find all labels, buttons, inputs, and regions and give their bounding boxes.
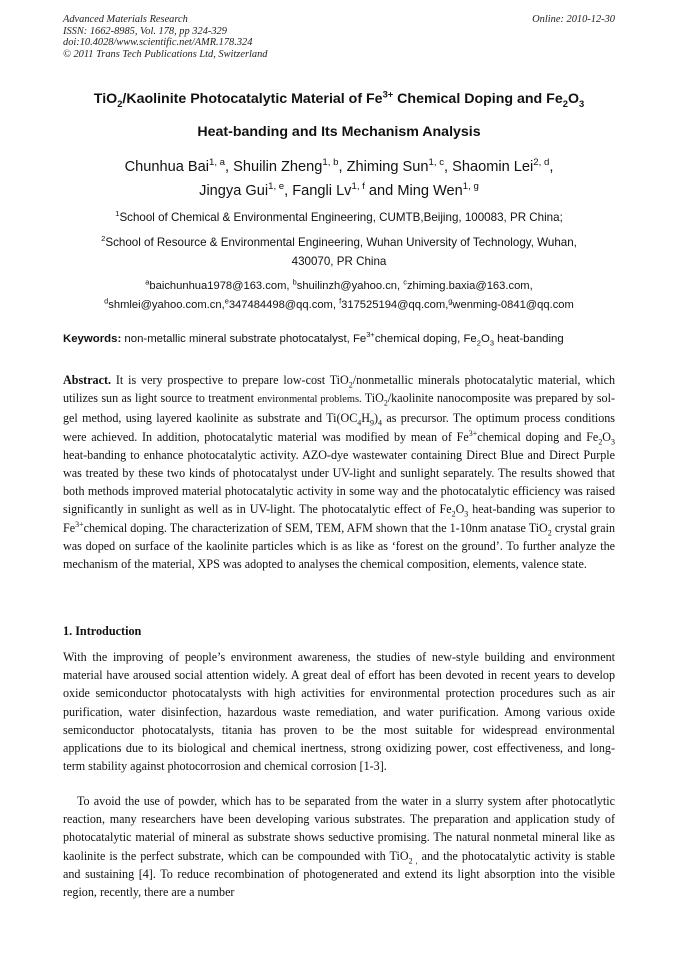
abstract-subscript: 2 xyxy=(348,380,353,390)
email-link[interactable]: baichunhua1978@163.com xyxy=(149,280,287,292)
author-separator: , xyxy=(225,159,234,175)
abstract-text: ) xyxy=(373,411,379,426)
abstract-text: heat-banding was superior to Fe xyxy=(63,502,615,535)
abstract-text: TiO xyxy=(361,391,384,406)
author-affiliation-mark: 1, e xyxy=(268,181,285,193)
title-text: O xyxy=(567,91,579,107)
email-mark: a xyxy=(145,277,150,287)
keywords-text: chemical doping, Fe xyxy=(374,333,477,345)
author-affiliation-mark: 2, d xyxy=(533,157,550,169)
paragraph-subscript: 2 , xyxy=(408,856,418,866)
section-heading-introduction: 1. Introduction xyxy=(63,624,142,638)
abstract-subscript: 4 xyxy=(378,418,382,428)
author-separator: , xyxy=(444,159,453,175)
abstract-subscript: 2 xyxy=(547,528,552,538)
keywords-text: non-metallic mineral substrate photocatalyst, Fe xyxy=(121,333,367,345)
email-mark: g xyxy=(448,296,453,306)
author-affiliation-mark: 1, a xyxy=(208,157,226,169)
keywords-line xyxy=(63,330,623,348)
online-date: Online: 2010-12-30 xyxy=(532,14,615,25)
abstract-text: chemical doping and Fe xyxy=(477,429,599,444)
email-mark: e xyxy=(224,296,229,306)
email-list xyxy=(63,277,615,315)
title-text: Chemical Doping and Fe xyxy=(393,91,563,107)
affiliation-1 xyxy=(63,208,615,227)
author-name: Zhiming Sun xyxy=(346,159,429,175)
author-affiliation-mark: 1, c xyxy=(428,157,445,169)
email-mark: c xyxy=(403,277,407,287)
keywords-subscript: 2 xyxy=(476,338,481,348)
author-name: Fangli Lv xyxy=(292,183,352,199)
abstract-subscript: 4 xyxy=(357,418,362,428)
email-separator: , xyxy=(529,280,533,292)
abstract-subscript: 3 xyxy=(611,437,616,447)
abstract-text: environmental problems. xyxy=(257,394,362,406)
affiliation-number: 1 xyxy=(115,209,120,219)
abstract-label: Abstract. xyxy=(63,373,112,387)
email-link[interactable]: shuilinzh@yahoo.cn xyxy=(296,280,398,292)
abstract-superscript: 3+ xyxy=(75,519,84,529)
title-subscript: 2 xyxy=(562,98,568,109)
intro-paragraph-2 xyxy=(63,792,615,901)
author-name: Shuilin Zheng xyxy=(233,159,323,175)
email-mark: d xyxy=(104,296,109,306)
title-superscript: 3+ xyxy=(382,89,394,100)
abstract-subscript: 3 xyxy=(464,509,469,519)
affiliation-text: School of Resource & Environmental Engineering, Wuhan University of Technology, Wuhan, xyxy=(105,236,577,249)
abstract xyxy=(63,371,615,573)
email-separator: , xyxy=(397,280,404,292)
email-link[interactable]: wenming-0841@qq.com xyxy=(452,299,574,311)
doi-line[interactable]: doi:10.4028/www.scientific.net/AMR.178.324 xyxy=(63,37,253,49)
abstract-text: O xyxy=(455,502,465,517)
abstract-text: /kaolinite nanocomposite was prepared by sol-gel method, using layered kaolinite as substrate and Ti(OC xyxy=(63,391,615,426)
issn-line: ISSN: 1662-8985, Vol. 178, pp 324-329 xyxy=(63,25,227,37)
paper-title-line-2: Heat-banding and Its Mechanism Analysis xyxy=(197,124,481,140)
email-link[interactable]: shmlei@yahoo.com.cn xyxy=(108,299,222,311)
email-mark: f xyxy=(339,296,342,306)
email-link[interactable]: 347484498@qq.com xyxy=(228,299,333,311)
abstract-text: crystal grain was doped on surface of the kaolinite particles which is as like as ‘forest on the ground’. To further analyze the mechanism of the material, XPS was adopted to analyses the chemical composition, elements, valence state. xyxy=(63,520,615,572)
title-subscript: 2 xyxy=(117,98,123,109)
abstract-subscript: 2 xyxy=(451,509,456,519)
keywords-label: Keywords: xyxy=(63,333,122,345)
keywords-text: heat-banding xyxy=(494,333,564,345)
author-list-line-1 xyxy=(30,159,648,175)
email-separator: , xyxy=(221,299,225,311)
paragraph-text: To avoid the use of powder, which has to be separated from the water in a slurry system after photocatlytic reaction, many researchers have been developing various substrates. The preparation and application study of photocatalytic material of mineral as substrate shows seductive promising. The natural nonmetal mineral like as kaolinite is the perfect substrate, which can be compounded with TiO xyxy=(63,794,615,863)
author-separator: , xyxy=(338,159,347,175)
abstract-text: as precursor. The optimum process conditions were achieved. In addition, photocatalytic material was modified by mean of Fe xyxy=(63,411,615,444)
author-affiliation-mark: 1, f xyxy=(351,181,365,193)
keywords-text: O xyxy=(480,333,490,345)
email-link[interactable]: 317525194@qq.com xyxy=(341,299,446,311)
author-name: Chunhua Bai xyxy=(124,159,209,175)
keywords-subscript: 3 xyxy=(489,338,495,348)
intro-paragraph-1: With the improving of people’s environment awareness, the studies of new-style building and environment material have aroused social attention widely. A great deal of effort has been devoted in recent years to develop oxide semiconductor photocatalysts with high activities for environmental protection procedures such as air purification, water disinfection, hazardous waste remediation, and water purification. Among various oxide semiconductor photocatalysts, titania has proven to be the most suitable for widespread environmental applications due to its biological and chemical inertness, strong oxidizing power, cost effectiveness, and long-term stability against photocorrosion and chemical corrosion [1-3]. xyxy=(63,650,615,774)
journal-name: Advanced Materials Research xyxy=(63,14,188,25)
abstract-subscript: 2 xyxy=(383,398,388,408)
author-affiliation-mark: 1, g xyxy=(462,181,479,193)
copyright-line: © 2011 Trans Tech Publications Ltd, Switzerland xyxy=(63,48,268,60)
affiliation-text: School of Chemical & Environmental Engineering, CUMTB,Beijing, 100083, PR China; xyxy=(119,211,563,224)
author-separator: and xyxy=(364,183,398,199)
abstract-text: /nonmetallic minerals photocatalytic material, which utilizes sun as light source to treatment xyxy=(63,373,615,406)
paragraph-text: and the photocatalytic activity is stable and sustaining [4]. To reduce recombination of photogenerated and extend its light absorption into the visible region, recently, there are a number xyxy=(63,848,616,900)
email-link[interactable]: zhiming.baxia@163.com xyxy=(406,280,530,292)
email-mark: b xyxy=(292,277,297,287)
abstract-subscript: 2 xyxy=(598,437,603,447)
author-list-line-2 xyxy=(30,183,648,199)
abstract-text: H xyxy=(361,411,370,426)
abstract-subscript: 9 xyxy=(370,418,374,428)
abstract-text: chemical doping. The characterization of SEM, TEM, AFM shown that the 1-10nm anatase TiO xyxy=(83,520,548,535)
keywords-superscript: 3+ xyxy=(366,330,375,340)
email-separator: , xyxy=(286,280,293,292)
email-separator: , xyxy=(445,299,449,311)
affiliation-number: 2 xyxy=(101,234,106,244)
abstract-text: heat-banding to enhance photocatalytic activity. AZO-dye wastewater containing Direct Blue and Direct Purple was treated by these two kinds of photocatalyst under UV-light and sunlight separately. The results showed that both methods improved material photocatalytic activity in some way and the photocatalytic efficiency was raised significantly in sunlight as well as in UV-light. The photocatalytic effect of Fe xyxy=(63,447,615,517)
affiliation-2 xyxy=(63,233,615,271)
abstract-text: It is very prospective to prepare low-cost TiO xyxy=(111,373,349,387)
paper-title-line-1 xyxy=(30,91,648,107)
title-text: /Kaolinite Photocatalytic Material of Fe xyxy=(122,91,383,107)
author-name: Ming Wen xyxy=(397,183,463,199)
author-separator: , xyxy=(284,183,293,199)
journal-header xyxy=(63,14,615,60)
title-subscript: 3 xyxy=(578,98,585,109)
affiliation-text: 430070, PR China xyxy=(291,255,387,268)
abstract-superscript: 3+ xyxy=(468,428,478,438)
email-separator: , xyxy=(332,299,340,311)
abstract-text: O xyxy=(602,429,612,444)
title-text: TiO xyxy=(93,91,118,107)
author-name: Jingya Gui xyxy=(199,183,269,199)
author-separator: , xyxy=(549,159,554,175)
author-affiliation-mark: 1, b xyxy=(322,157,339,169)
author-name: Shaomin Lei xyxy=(452,159,534,175)
